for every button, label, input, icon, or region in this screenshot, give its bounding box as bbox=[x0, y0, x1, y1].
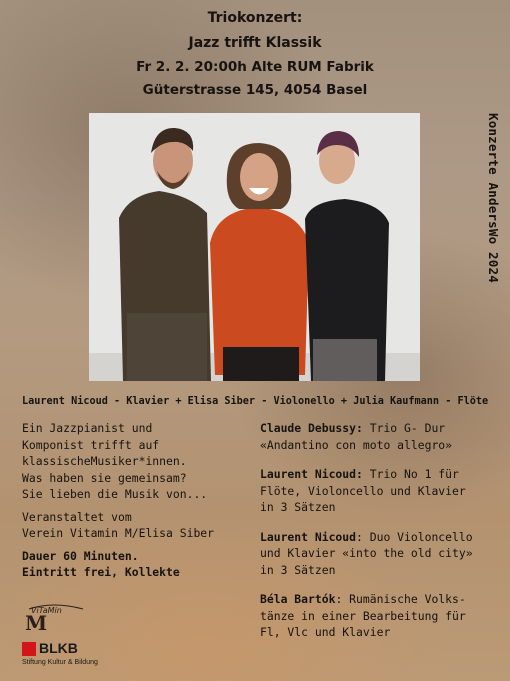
vitamin-m-logo bbox=[23, 603, 93, 633]
work-title: «Andantino con moto allegro» bbox=[260, 437, 453, 452]
work-title: : Duo Violoncello bbox=[356, 529, 473, 544]
organizer-line: Veranstaltet vom bbox=[22, 509, 132, 524]
performer-line: Laurent Nicoud - Klavier + Elisa Siber - Violonello + Julia Kaufmann - Flöte bbox=[22, 396, 489, 407]
composer-name: Béla Bartók bbox=[260, 592, 336, 606]
intro-line: klassischeMusiker*innen. bbox=[22, 454, 187, 468]
work-title: in 3 Sätzen bbox=[260, 500, 336, 514]
composer-name: Laurent Nicoud: bbox=[260, 467, 363, 481]
left-column bbox=[22, 420, 242, 587]
work-title: Trio G- Dur bbox=[362, 421, 446, 435]
concert-subtitle: Jazz trifft Klassik bbox=[188, 35, 322, 51]
svg-text:ViTaMin: ViTaMin bbox=[31, 606, 62, 615]
event-info bbox=[22, 548, 242, 581]
concert-address: Güterstrasse 145, 4054 Basel bbox=[142, 82, 368, 98]
intro-line: Ein Jazzpianist und bbox=[22, 421, 153, 435]
duration-text: Dauer 60 Minuten. bbox=[22, 548, 139, 563]
admission-text: Eintritt frei, Kollekte bbox=[22, 565, 180, 579]
blkb-mark-icon bbox=[22, 642, 36, 656]
trio-photo-illustration bbox=[89, 113, 420, 381]
program-item bbox=[260, 420, 505, 453]
work-title-line: Fl, Vlc und Klavier bbox=[260, 625, 391, 639]
blkb-logo bbox=[22, 640, 122, 670]
blkb-subtitle: Stiftung Kultur & Bildung bbox=[22, 659, 98, 666]
intro-line: Was haben sie gemeinsam? bbox=[22, 470, 187, 485]
concert-date-venue: Fr 2. 2. 20:00h Alte RUM Fabrik bbox=[136, 59, 374, 75]
concert-title: Triokonzert: bbox=[207, 10, 303, 26]
work-title: in 3 Sätzen bbox=[260, 562, 336, 577]
intro-text bbox=[22, 420, 242, 503]
work-title: Trio No 1 für bbox=[362, 467, 459, 481]
program-column bbox=[260, 420, 505, 654]
work-title-line: tänze in einer Bearbeitung für bbox=[260, 608, 466, 623]
intro-line: Sie lieben die Musik von... bbox=[22, 487, 208, 501]
trio-photo bbox=[89, 113, 420, 381]
composer-name: Claude Debussy: bbox=[260, 421, 363, 435]
work-title-line: : Rumänische Volks- bbox=[335, 592, 466, 606]
series-title: Konzerte AndersWo 2024 bbox=[486, 113, 501, 283]
organizer-line: Verein Vitamin M/Elisa Siber bbox=[22, 526, 215, 540]
program-item bbox=[260, 529, 505, 579]
work-title: und Klavier «into the old city» bbox=[260, 546, 473, 560]
program-item bbox=[260, 591, 505, 641]
blkb-name: BLKB bbox=[39, 640, 78, 656]
vitamin-m-logo-icon bbox=[23, 603, 93, 633]
program-item bbox=[260, 466, 505, 516]
organizer-text bbox=[22, 509, 242, 542]
composer-name: Laurent Nicoud bbox=[260, 529, 357, 544]
svg-text:M: M bbox=[25, 611, 48, 633]
intro-line: Komponist trifft auf bbox=[22, 437, 160, 452]
work-title: Flöte, Violoncello und Klavier bbox=[260, 483, 466, 498]
